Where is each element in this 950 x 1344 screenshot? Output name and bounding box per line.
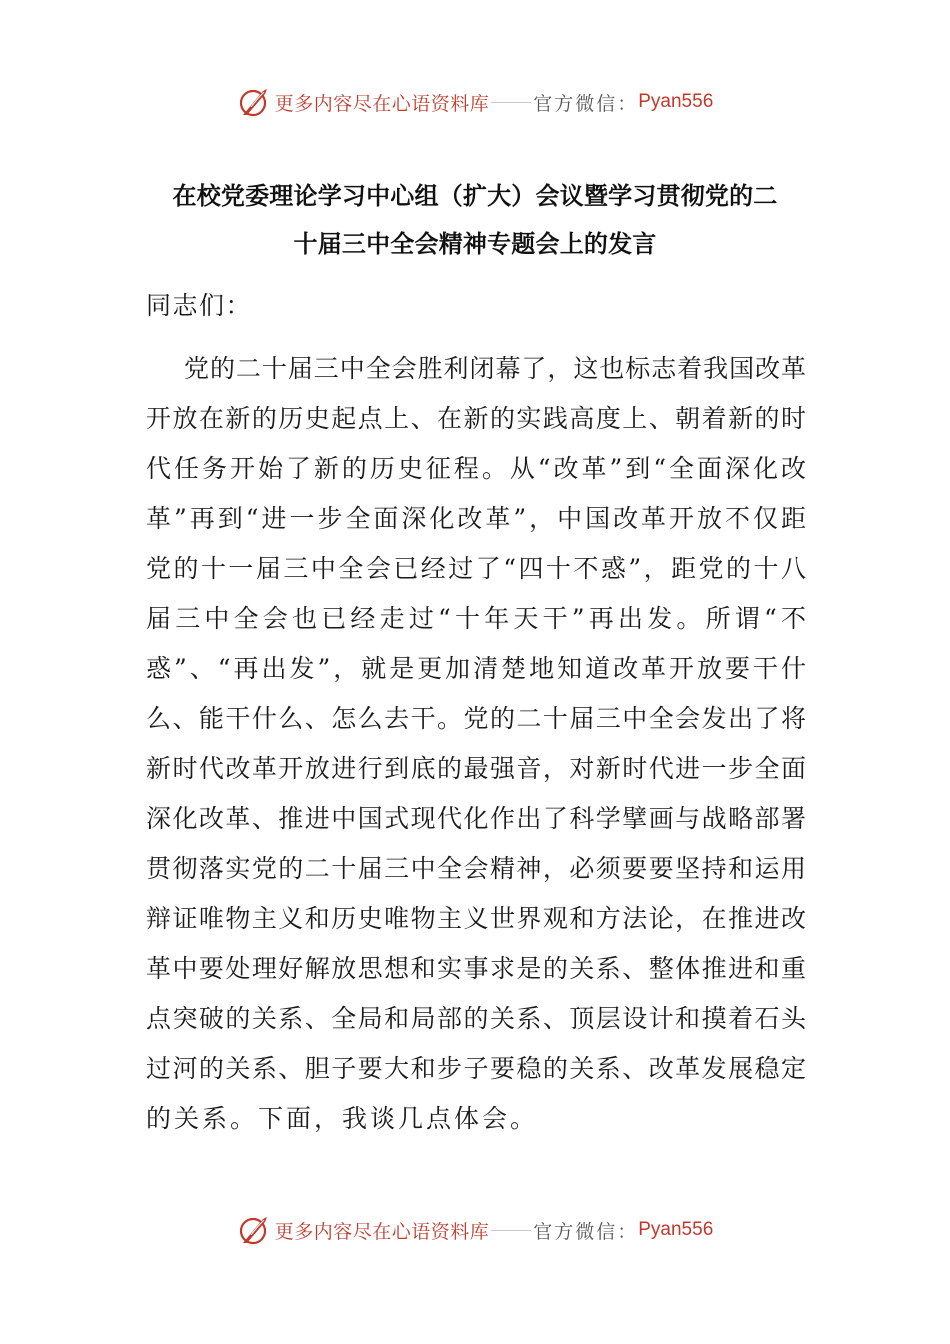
paragraph-line: 的关系。下面，我谈几点体会。	[146, 1104, 539, 1133]
banner-text: 更多内容尽在心语资料库	[274, 92, 490, 115]
paragraph-line: 新时代改革开放进行到底的最强音，对新时代进一步全面	[146, 754, 806, 783]
banner-text: 更多内容尽在心语资料库	[274, 1220, 490, 1243]
paragraph-line: 革中要处理好解放思想和实事求是的关系、整体推进和重	[146, 954, 806, 983]
paragraph-line: 惑”、“再出发”，就是更加清楚地知道改革开放要干什	[146, 654, 806, 683]
title-line: 在校党委理论学习中心组（扩大）会议暨学习贯彻党的二	[172, 182, 778, 210]
paragraph-line: 点突破的关系、全局和局部的关系、顶层设计和摸着石头	[146, 1004, 806, 1033]
paragraph-line: 开放在新的历史起点上、在新的实践高度上、朝着新的时	[146, 404, 806, 433]
paragraph-line: 贯彻落实党的二十届三中全会精神，必须要要坚持和运用	[146, 854, 806, 883]
paragraph-line: 党的十一届三中全会已经过了“四十不惑”，距党的十八	[146, 554, 806, 583]
header-banner	[0, 82, 950, 122]
paragraph-line: 党的二十届三中全会胜利闭幕了，这也标志着我国改革	[184, 354, 806, 383]
paragraph-line: 届三中全会也已经走过“十年天干”再出发。所谓“不	[146, 604, 806, 633]
quill-pen-logo-icon	[237, 1213, 271, 1247]
quill-pen-logo-icon	[237, 85, 271, 119]
paragraph-line: 革”再到“进一步全面深化改革”，中国改革开放不仅距	[146, 504, 806, 533]
paragraph-line: 代任务开始了新的历史征程。从“改革”到“全面深化改	[146, 454, 806, 483]
banner-divider	[491, 1230, 531, 1231]
wechat-label: 官方微信：	[533, 1220, 639, 1243]
banner-divider	[491, 102, 531, 103]
title-line: 十届三中全会精神专题会上的发言	[293, 230, 657, 258]
wechat-label: 官方微信：	[533, 92, 639, 115]
wechat-id: Pyan556	[638, 91, 714, 112]
paragraph	[146, 344, 806, 1144]
salutation: 同志们：	[146, 291, 253, 320]
paragraph-line: 过河的关系、胆子要大和步子要稳的关系、改革发展稳定	[146, 1054, 806, 1083]
wechat-id: Pyan556	[638, 1219, 714, 1240]
document-title	[150, 172, 800, 268]
paragraph-line: 辩证唯物主义和历史唯物主义世界观和方法论，在推进改	[146, 904, 806, 933]
footer-banner	[0, 1210, 950, 1250]
paragraph-line: 深化改革、推进中国式现代化作出了科学擘画与战略部署	[146, 804, 806, 833]
paragraph-line: 么、能干什么、怎么去干。党的二十届三中全会发出了将	[146, 704, 806, 733]
